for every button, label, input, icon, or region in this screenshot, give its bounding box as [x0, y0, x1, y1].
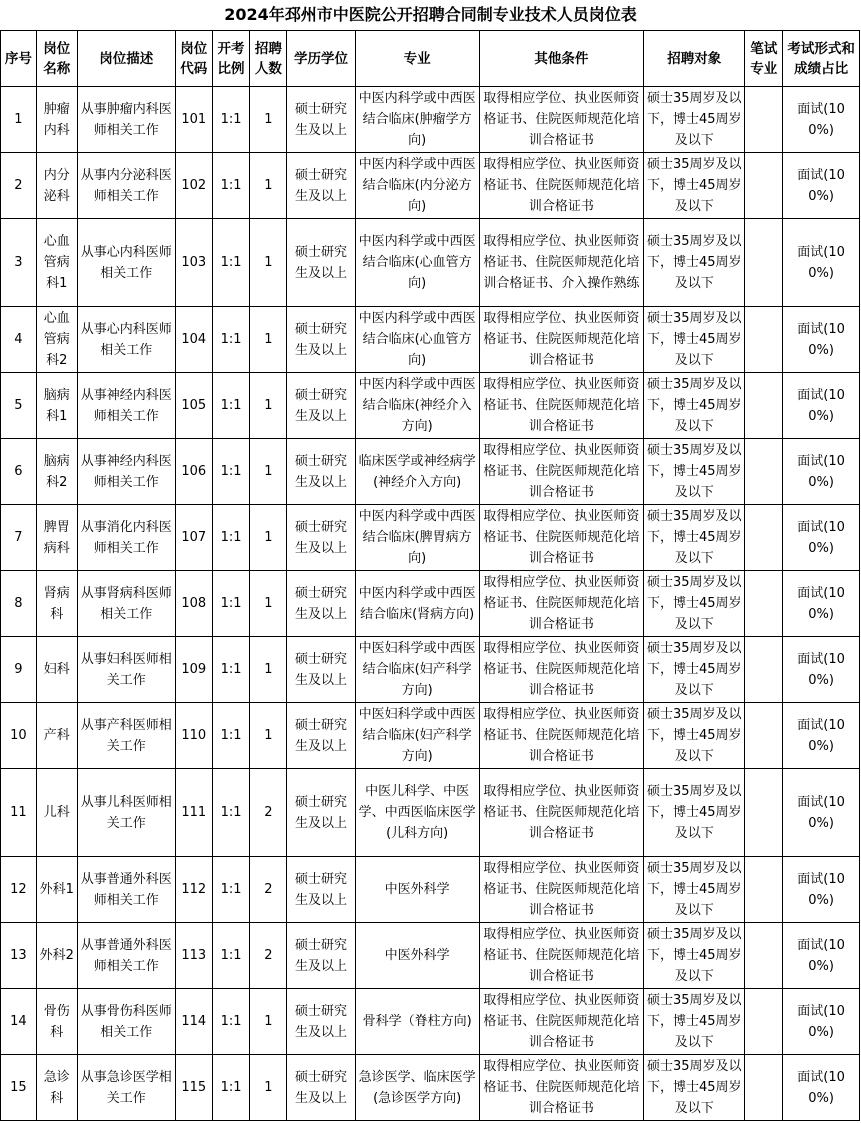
cell-target: 硕士35周岁及以下，博士45周岁及以下 [644, 857, 745, 923]
cell-target: 硕士35周岁及以下，博士45周岁及以下 [644, 505, 745, 571]
cell-ratio: 1:1 [212, 857, 250, 923]
cell-seq: 3 [1, 219, 37, 307]
cell-exam: 面试(100%) [783, 857, 860, 923]
document-title: 2024年邳州市中医院公开招聘合同制专业技术人员岗位表 [224, 5, 637, 24]
cell-education: 硕士研究生及以上 [287, 989, 356, 1055]
cell-post-code: 110 [175, 703, 212, 769]
cell-ratio: 1:1 [212, 989, 250, 1055]
header-ratio: 开考比例 [212, 31, 250, 87]
cell-conditions: 取得相应学位、执业医师资格证书、住院医师规范化培训合格证书 [479, 307, 644, 373]
cell-exam: 面试(100%) [783, 703, 860, 769]
cell-seq: 8 [1, 571, 37, 637]
cell-written-major [745, 637, 783, 703]
table-header-row [1, 31, 860, 87]
cell-exam: 面试(100%) [783, 571, 860, 637]
cell-education: 硕士研究生及以上 [287, 571, 356, 637]
cell-ratio: 1:1 [212, 1055, 250, 1121]
cell-education: 硕士研究生及以上 [287, 505, 356, 571]
cell-conditions: 取得相应学位、执业医师资格证书、住院医师规范化培训合格证书 [479, 153, 644, 219]
cell-exam: 面试(100%) [783, 153, 860, 219]
cell-post-desc: 从事心内科医师相关工作 [77, 307, 175, 373]
cell-seq: 10 [1, 703, 37, 769]
cell-ratio: 1:1 [212, 769, 250, 857]
cell-post-name: 内分泌科 [36, 153, 77, 219]
cell-post-name: 肾病科 [36, 571, 77, 637]
cell-conditions: 取得相应学位、执业医师资格证书、住院医师规范化培训合格证书 [479, 637, 644, 703]
table-row [1, 923, 860, 989]
cell-exam: 面试(100%) [783, 923, 860, 989]
cell-count: 2 [250, 769, 287, 857]
cell-written-major [745, 571, 783, 637]
cell-seq: 6 [1, 439, 37, 505]
cell-major: 中医内科学或中西医结合临床(神经介入方向) [355, 373, 479, 439]
cell-count: 1 [250, 989, 287, 1055]
cell-post-code: 101 [175, 87, 212, 153]
cell-target: 硕士35周岁及以下，博士45周岁及以下 [644, 989, 745, 1055]
cell-post-desc: 从事儿科医师相关工作 [77, 769, 175, 857]
cell-conditions: 取得相应学位、执业医师资格证书、住院医师规范化培训合格证书 [479, 571, 644, 637]
cell-count: 1 [250, 703, 287, 769]
cell-exam: 面试(100%) [783, 637, 860, 703]
cell-post-name: 外科2 [36, 923, 77, 989]
table-row [1, 505, 860, 571]
cell-education: 硕士研究生及以上 [287, 703, 356, 769]
cell-ratio: 1:1 [212, 505, 250, 571]
cell-post-desc: 从事产科医师相关工作 [77, 703, 175, 769]
table-row [1, 153, 860, 219]
cell-exam: 面试(100%) [783, 439, 860, 505]
table-row [1, 373, 860, 439]
cell-post-desc: 从事普通外科医师相关工作 [77, 857, 175, 923]
cell-major: 急诊医学、临床医学(急诊医学方向) [355, 1055, 479, 1121]
cell-exam: 面试(100%) [783, 219, 860, 307]
cell-post-name: 急诊科 [36, 1055, 77, 1121]
cell-exam: 面试(100%) [783, 505, 860, 571]
cell-post-desc: 从事普通外科医师相关工作 [77, 923, 175, 989]
cell-education: 硕士研究生及以上 [287, 87, 356, 153]
cell-post-name: 儿科 [36, 769, 77, 857]
header-target: 招聘对象 [644, 31, 745, 87]
cell-seq: 14 [1, 989, 37, 1055]
cell-conditions: 取得相应学位、执业医师资格证书、住院医师规范化培训合格证书 [479, 769, 644, 857]
cell-count: 1 [250, 439, 287, 505]
cell-ratio: 1:1 [212, 923, 250, 989]
cell-education: 硕士研究生及以上 [287, 439, 356, 505]
cell-seq: 4 [1, 307, 37, 373]
header-education: 学历学位 [287, 31, 356, 87]
table-row [1, 769, 860, 857]
cell-exam: 面试(100%) [783, 769, 860, 857]
cell-written-major [745, 923, 783, 989]
cell-post-code: 104 [175, 307, 212, 373]
header-count: 招聘人数 [250, 31, 287, 87]
cell-post-name: 肿瘤内科 [36, 87, 77, 153]
cell-major: 中医内科学或中西医结合临床(肾病方向) [355, 571, 479, 637]
cell-post-code: 112 [175, 857, 212, 923]
cell-education: 硕士研究生及以上 [287, 373, 356, 439]
cell-major: 中医内科学或中西医结合临床(心血管方向) [355, 307, 479, 373]
cell-post-name: 外科1 [36, 857, 77, 923]
cell-seq: 13 [1, 923, 37, 989]
cell-ratio: 1:1 [212, 87, 250, 153]
cell-written-major [745, 989, 783, 1055]
cell-written-major [745, 505, 783, 571]
cell-exam: 面试(100%) [783, 87, 860, 153]
cell-conditions: 取得相应学位、执业医师资格证书、住院医师规范化培训合格证书 [479, 439, 644, 505]
cell-post-desc: 从事神经内科医师相关工作 [77, 439, 175, 505]
header-post-code: 岗位代码 [175, 31, 212, 87]
cell-post-name: 骨伤科 [36, 989, 77, 1055]
table-row [1, 703, 860, 769]
cell-conditions: 取得相应学位、执业医师资格证书、住院医师规范化培训合格证书 [479, 703, 644, 769]
cell-post-code: 106 [175, 439, 212, 505]
cell-count: 1 [250, 373, 287, 439]
cell-education: 硕士研究生及以上 [287, 637, 356, 703]
cell-post-code: 111 [175, 769, 212, 857]
cell-major: 中医妇科学或中西医结合临床(妇产科学方向) [355, 637, 479, 703]
cell-major: 中医儿科学、中医学、中西医临床医学(儿科方向) [355, 769, 479, 857]
cell-post-code: 107 [175, 505, 212, 571]
cell-major: 中医内科学或中西医结合临床(内分泌方向) [355, 153, 479, 219]
table-row [1, 87, 860, 153]
cell-post-desc: 从事急诊医学相关工作 [77, 1055, 175, 1121]
cell-written-major [745, 857, 783, 923]
cell-conditions: 取得相应学位、执业医师资格证书、住院医师规范化培训合格证书 [479, 857, 644, 923]
cell-post-code: 105 [175, 373, 212, 439]
cell-count: 1 [250, 219, 287, 307]
cell-target: 硕士35周岁及以下，博士45周岁及以下 [644, 439, 745, 505]
cell-written-major [745, 1055, 783, 1121]
cell-ratio: 1:1 [212, 703, 250, 769]
cell-conditions: 取得相应学位、执业医师资格证书、住院医师规范化培训合格证书 [479, 989, 644, 1055]
cell-post-code: 108 [175, 571, 212, 637]
header-conditions: 其他条件 [479, 31, 644, 87]
table-row [1, 637, 860, 703]
cell-written-major [745, 373, 783, 439]
cell-major: 中医内科学或中西医结合临床(心血管方向) [355, 219, 479, 307]
cell-count: 1 [250, 1055, 287, 1121]
cell-post-code: 115 [175, 1055, 212, 1121]
cell-education: 硕士研究生及以上 [287, 153, 356, 219]
cell-post-name: 产科 [36, 703, 77, 769]
cell-post-code: 114 [175, 989, 212, 1055]
cell-post-desc: 从事肿瘤内科医师相关工作 [77, 87, 175, 153]
cell-ratio: 1:1 [212, 219, 250, 307]
cell-post-desc: 从事内分泌科医师相关工作 [77, 153, 175, 219]
table-row [1, 307, 860, 373]
cell-seq: 7 [1, 505, 37, 571]
cell-post-desc: 从事神经内科医师相关工作 [77, 373, 175, 439]
cell-seq: 2 [1, 153, 37, 219]
cell-target: 硕士35周岁及以下，博士45周岁及以下 [644, 219, 745, 307]
cell-count: 2 [250, 923, 287, 989]
cell-target: 硕士35周岁及以下，博士45周岁及以下 [644, 637, 745, 703]
cell-conditions: 取得相应学位、执业医师资格证书、住院医师规范化培训合格证书 [479, 87, 644, 153]
cell-target: 硕士35周岁及以下，博士45周岁及以下 [644, 153, 745, 219]
cell-post-name: 心血管病科2 [36, 307, 77, 373]
cell-major: 中医内科学或中西医结合临床(肿瘤学方向) [355, 87, 479, 153]
table-row [1, 219, 860, 307]
cell-major: 临床医学或神经病学(神经介入方向) [355, 439, 479, 505]
cell-target: 硕士35周岁及以下，博士45周岁及以下 [644, 571, 745, 637]
cell-written-major [745, 219, 783, 307]
header-post-desc: 岗位描述 [77, 31, 175, 87]
cell-count: 1 [250, 307, 287, 373]
cell-count: 1 [250, 571, 287, 637]
cell-exam: 面试(100%) [783, 373, 860, 439]
cell-ratio: 1:1 [212, 637, 250, 703]
cell-count: 1 [250, 637, 287, 703]
cell-count: 1 [250, 505, 287, 571]
cell-post-code: 109 [175, 637, 212, 703]
table-row [1, 1055, 860, 1121]
cell-seq: 9 [1, 637, 37, 703]
cell-post-desc: 从事妇科医师相关工作 [77, 637, 175, 703]
cell-target: 硕士35周岁及以下，博士45周岁及以下 [644, 373, 745, 439]
cell-education: 硕士研究生及以上 [287, 769, 356, 857]
cell-education: 硕士研究生及以上 [287, 1055, 356, 1121]
cell-written-major [745, 307, 783, 373]
cell-ratio: 1:1 [212, 373, 250, 439]
cell-written-major [745, 703, 783, 769]
cell-seq: 1 [1, 87, 37, 153]
header-post-name: 岗位名称 [36, 31, 77, 87]
cell-ratio: 1:1 [212, 153, 250, 219]
cell-education: 硕士研究生及以上 [287, 219, 356, 307]
cell-target: 硕士35周岁及以下，博士45周岁及以下 [644, 307, 745, 373]
cell-count: 1 [250, 87, 287, 153]
cell-post-name: 脑病科2 [36, 439, 77, 505]
cell-post-code: 102 [175, 153, 212, 219]
cell-target: 硕士35周岁及以下，博士45周岁及以下 [644, 769, 745, 857]
cell-target: 硕士35周岁及以下，博士45周岁及以下 [644, 1055, 745, 1121]
cell-post-desc: 从事心内科医师相关工作 [77, 219, 175, 307]
cell-major: 中医外科学 [355, 857, 479, 923]
cell-target: 硕士35周岁及以下，博士45周岁及以下 [644, 703, 745, 769]
cell-post-desc: 从事骨伤科医师相关工作 [77, 989, 175, 1055]
cell-ratio: 1:1 [212, 439, 250, 505]
header-exam: 考试形式和成绩占比 [783, 31, 860, 87]
cell-seq: 5 [1, 373, 37, 439]
cell-major: 中医内科学或中西医结合临床(脾胃病方向) [355, 505, 479, 571]
cell-major: 骨科学（脊柱方向) [355, 989, 479, 1055]
cell-post-name: 脾胃病科 [36, 505, 77, 571]
cell-written-major [745, 87, 783, 153]
cell-post-desc: 从事肾病科医师相关工作 [77, 571, 175, 637]
cell-target: 硕士35周岁及以下，博士45周岁及以下 [644, 923, 745, 989]
cell-count: 1 [250, 153, 287, 219]
cell-conditions: 取得相应学位、执业医师资格证书、住院医师规范化培训合格证书 [479, 923, 644, 989]
cell-conditions: 取得相应学位、执业医师资格证书、住院医师规范化培训合格证书 [479, 1055, 644, 1121]
table-row [1, 989, 860, 1055]
cell-seq: 15 [1, 1055, 37, 1121]
header-written-major: 笔试专业 [745, 31, 783, 87]
cell-exam: 面试(100%) [783, 1055, 860, 1121]
cell-count: 2 [250, 857, 287, 923]
cell-target: 硕士35周岁及以下，博士45周岁及以下 [644, 87, 745, 153]
cell-post-name: 妇科 [36, 637, 77, 703]
cell-post-name: 心血管病科1 [36, 219, 77, 307]
cell-written-major [745, 439, 783, 505]
cell-education: 硕士研究生及以上 [287, 857, 356, 923]
header-seq: 序号 [1, 31, 37, 87]
cell-education: 硕士研究生及以上 [287, 923, 356, 989]
cell-exam: 面试(100%) [783, 989, 860, 1055]
cell-conditions: 取得相应学位、执业医师资格证书、住院医师规范化培训合格证书 [479, 373, 644, 439]
table-row [1, 439, 860, 505]
cell-seq: 12 [1, 857, 37, 923]
cell-major: 中医外科学 [355, 923, 479, 989]
cell-exam: 面试(100%) [783, 307, 860, 373]
cell-conditions: 取得相应学位、执业医师资格证书、住院医师规范化培训合格证书、介入操作熟练 [479, 219, 644, 307]
header-major: 专业 [355, 31, 479, 87]
cell-post-name: 脑病科1 [36, 373, 77, 439]
cell-education: 硕士研究生及以上 [287, 307, 356, 373]
positions-table [0, 30, 860, 1121]
cell-post-desc: 从事消化内科医师相关工作 [77, 505, 175, 571]
cell-post-code: 113 [175, 923, 212, 989]
cell-conditions: 取得相应学位、执业医师资格证书、住院医师规范化培训合格证书 [479, 505, 644, 571]
cell-ratio: 1:1 [212, 307, 250, 373]
cell-major: 中医妇科学或中西医结合临床(妇产科学方向) [355, 703, 479, 769]
table-row [1, 571, 860, 637]
cell-written-major [745, 769, 783, 857]
cell-written-major [745, 153, 783, 219]
cell-seq: 11 [1, 769, 37, 857]
cell-post-code: 103 [175, 219, 212, 307]
cell-ratio: 1:1 [212, 571, 250, 637]
table-row [1, 857, 860, 923]
